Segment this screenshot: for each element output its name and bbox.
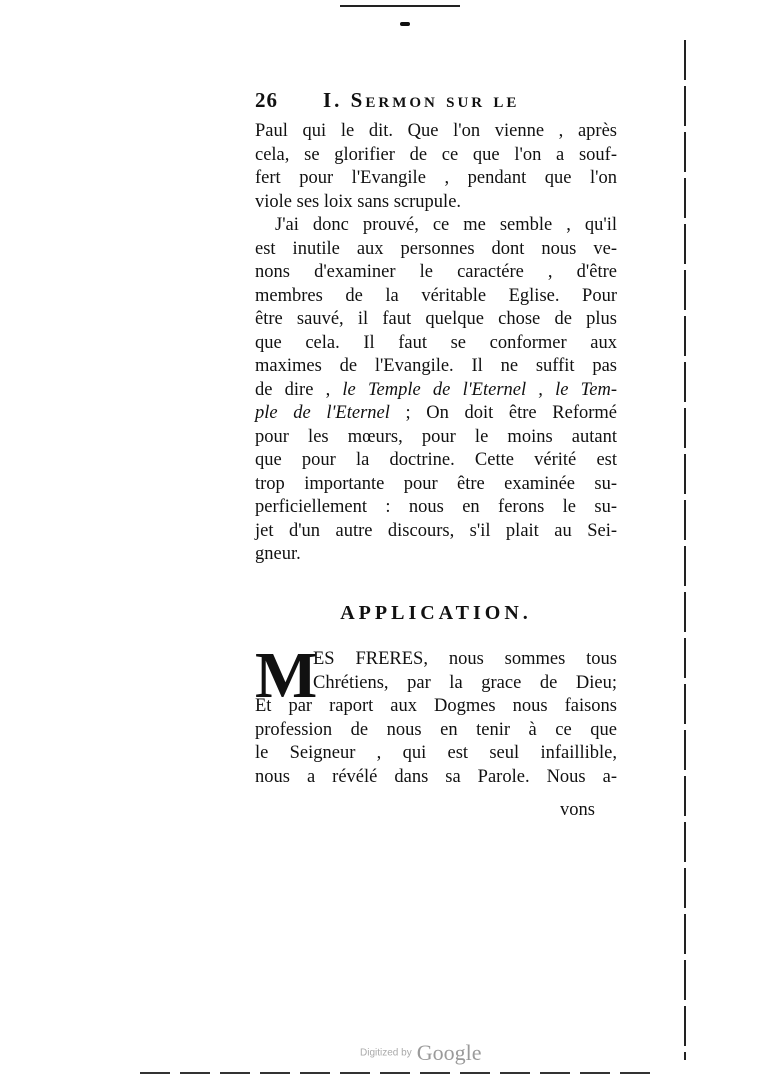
text-line: Paul qui le dit. Que l'on vienne , après xyxy=(255,121,617,141)
text-line: Chrétiens, par la grace de Dieu; xyxy=(313,672,617,693)
page-number: 26 xyxy=(255,88,278,112)
ink-mark xyxy=(400,22,410,26)
text-line: trop importante pour être examinée su- xyxy=(255,473,617,494)
sermon-text xyxy=(255,120,617,567)
text-line: membres de la véritable Eglise. Pour xyxy=(255,285,617,306)
digitization-watermark xyxy=(360,1040,482,1070)
running-header xyxy=(255,88,615,116)
text-line: est inutile aux personnes dont nous ve- xyxy=(255,238,617,259)
google-logo: Google xyxy=(416,1040,482,1065)
text-line: perficiellement : nous en ferons le su- xyxy=(255,497,617,517)
text-line: maximes de l'Evangile. Il ne suffit pas xyxy=(255,356,617,376)
text-line: le Seigneur , qui est seul infaillible, xyxy=(255,743,617,763)
text-line: profession de nous en tenir à ce que xyxy=(255,719,617,740)
text-line: fert pour l'Evangile , pendant que l'on xyxy=(255,168,617,188)
italic-quote: ple de l'Eternel xyxy=(255,403,390,423)
text-span: ; On doit être Reformé xyxy=(389,403,617,423)
text-line: gneur. xyxy=(255,544,301,564)
running-title: I. Sermon sur le xyxy=(323,88,520,112)
text-line: que cela. Il faut se conformer aux xyxy=(255,332,617,353)
text-line: viole ses loix sans scrupule. xyxy=(255,191,462,212)
text-line: cela, se glorifier de ce que l'on a souf- xyxy=(255,144,617,165)
application-paragraph xyxy=(255,639,617,789)
text-line: jet d'un autre discours, s'il plait au Sei- xyxy=(255,520,617,541)
text-line: Et par raport aux Dogmes nous faisons xyxy=(255,696,617,716)
text-line: être sauvé, il faut quelque chose de plus xyxy=(255,309,617,329)
text-line: nous a révélé dans sa Parole. Nous a- xyxy=(255,766,617,787)
section-heading: APPLICATION. xyxy=(340,602,532,624)
text-line: J'ai donc prouvé, ce me semble , qu'il xyxy=(275,215,617,235)
text-line: nons d'examiner le caractére , d'être xyxy=(255,262,617,282)
text-line xyxy=(255,402,617,426)
page-top-edge xyxy=(340,5,460,7)
text-line: ES FRERES, nous sommes tous xyxy=(313,649,617,669)
italic-quote: le Temple de l'Eternel , le Tem- xyxy=(342,379,617,400)
text-line xyxy=(255,379,617,403)
page-bottom-edge xyxy=(140,1072,660,1074)
text-span: de dire , xyxy=(255,379,343,400)
text-line: que pour la doctrine. Cette vérité est xyxy=(255,450,617,470)
drop-cap: M xyxy=(255,639,318,712)
digitized-by-label: Digitized by xyxy=(360,1047,412,1059)
catchword: vons xyxy=(560,800,595,820)
page-right-edge xyxy=(684,40,686,1060)
text-line: pour les mœurs, pour le moins autant xyxy=(255,426,617,447)
